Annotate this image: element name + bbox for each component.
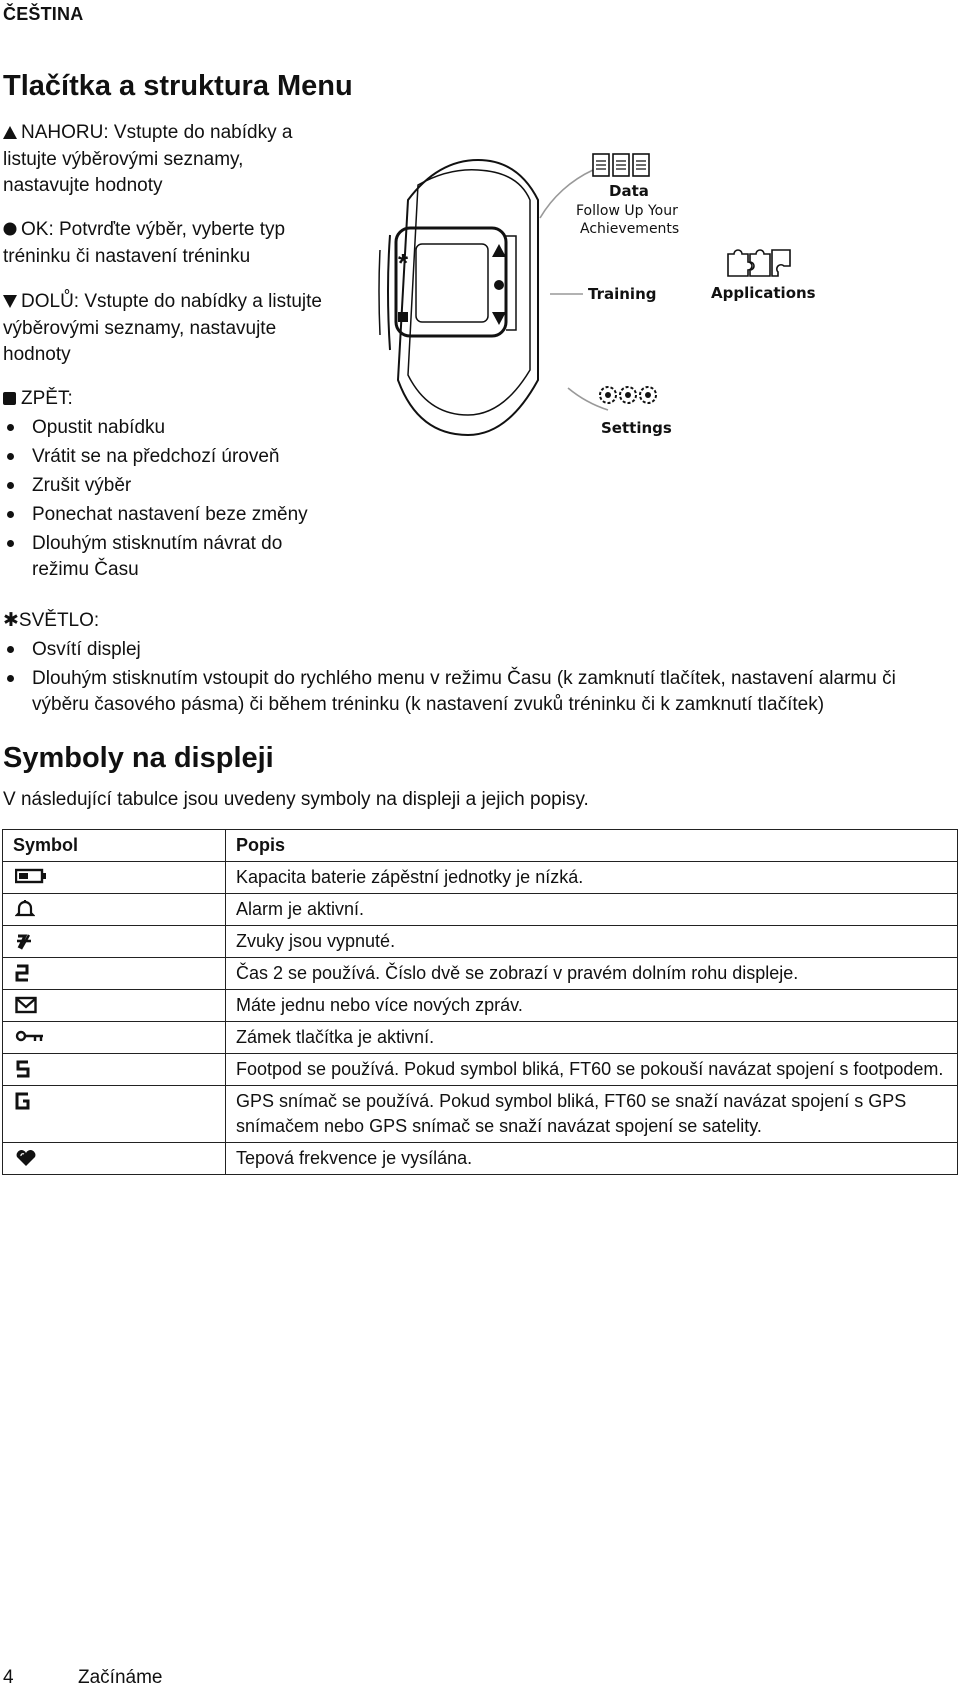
row-description: Máte jednu nebo více nových zpráv.	[226, 990, 958, 1022]
row-description: Tepová frekvence je vysílána.	[226, 1143, 958, 1175]
table-row	[3, 990, 958, 1022]
column-header-symbol: Symbol	[3, 830, 226, 862]
list-item: Dlouhým stisknutím návrat do režimu Času	[3, 531, 333, 583]
list-item: Osvítí displej	[3, 637, 948, 663]
watch-illustration	[379, 160, 538, 435]
asterisk-icon: ✱	[3, 610, 19, 631]
up-triangle-icon	[3, 121, 19, 147]
list-item: Dlouhým stisknutím vstoupit do rychlého menu v režimu Času (k zamknutí tlačítek, nastavení alarmu či výběru časového pásma) či během tréninku (k nastavení zvuků tréninku či k zamknutí tlačítek)	[3, 666, 948, 718]
section-title-display-symbols: Symboly na displeji	[3, 742, 274, 774]
column-header-description: Popis	[226, 830, 958, 862]
header-language: ČEŠTINA	[3, 4, 84, 24]
table-header-row	[3, 830, 958, 862]
light-button-label: ✱SVĚTLO:	[3, 610, 100, 631]
up-button-description	[3, 120, 333, 199]
key-icon	[15, 1028, 45, 1044]
row-description: Footpod se používá. Pokud symbol bliká, FT60 se pokouší navázat spojení s footpodem.	[226, 1054, 958, 1086]
list-item: Zrušit výběr	[3, 473, 333, 499]
gps-icon	[15, 1092, 31, 1110]
applications-puzzle-icon	[728, 250, 790, 276]
back-square-icon	[3, 387, 19, 413]
table-row	[3, 1086, 958, 1143]
table-row	[3, 894, 958, 926]
battery-icon	[15, 868, 47, 884]
section-title-buttons-menu: Tlačítka a struktura Menu	[3, 70, 353, 102]
envelope-icon	[15, 996, 37, 1014]
light-button-list	[3, 637, 948, 721]
diagram-settings-label: Settings	[601, 419, 672, 437]
diagram-data-title: Data	[609, 182, 649, 200]
row-description: Kapacita baterie zápěstní jednotky je nízká.	[226, 862, 958, 894]
footer-section-title: Začínáme	[78, 1667, 163, 1688]
row-description: GPS snímač se používá. Pokud symbol bliká, FT60 se snaží navázat spojení s GPS snímačem nebo GPS snímač se snaží navázat spojení se satelity.	[226, 1086, 958, 1143]
row-description: Zámek tlačítka je aktivní.	[226, 1022, 958, 1054]
down-triangle-icon	[3, 290, 19, 316]
watch-up-button-icon	[492, 244, 506, 257]
back-button-label: ZPĚT:	[3, 386, 73, 413]
list-item: Opustit nabídku	[3, 415, 333, 441]
table-row	[3, 926, 958, 958]
page-number: 4	[3, 1667, 14, 1688]
bell-icon	[15, 900, 35, 918]
list-item: Ponechat nastavení beze změny	[3, 502, 333, 528]
diagram-training-label: Training	[588, 285, 657, 303]
ok-dot-icon	[3, 218, 19, 244]
table-row	[3, 958, 958, 990]
ok-text: OK: Potvrďte výběr, vyberte typ tréninku či nastavení tréninku	[3, 219, 286, 267]
up-text: NAHORU: Vstupte do nabídky a listujte výběrovými seznamy, nastavujte hodnoty	[3, 122, 293, 196]
row-description: Čas 2 se používá. Číslo dvě se zobrazí v pravém dolním rohu displeje.	[226, 958, 958, 990]
watch-back-button-icon	[398, 312, 408, 322]
footpod-icon	[15, 1060, 31, 1078]
time2-icon	[15, 964, 31, 982]
sound-off-icon	[15, 932, 35, 950]
section-intro: V následující tabulce jsou uvedeny symboly na displeji a jejich popisy.	[3, 789, 589, 810]
down-text: DOLŮ: Vstupte do nabídky a listujte výběrovými seznamy, nastavujte hodnoty	[3, 291, 322, 365]
symbols-table	[2, 829, 958, 1175]
watch-ok-button-icon	[494, 280, 504, 290]
table-row	[3, 862, 958, 894]
data-documents-icon	[593, 154, 649, 176]
list-item: Vrátit se na předchozí úroveň	[3, 444, 333, 470]
diagram-data-sub1: Follow Up Your	[576, 203, 678, 219]
row-description: Zvuky jsou vypnuté.	[226, 926, 958, 958]
diagram-data-sub2: Achievements	[580, 221, 680, 237]
table-row	[3, 1054, 958, 1086]
down-button-description	[3, 289, 333, 368]
watch-light-button-icon: *	[398, 248, 409, 278]
row-description: Alarm je aktivní.	[226, 894, 958, 926]
ok-button-description	[3, 217, 333, 270]
heart-icon	[15, 1149, 37, 1167]
watch-menu-diagram	[378, 140, 818, 450]
table-row	[3, 1143, 958, 1175]
settings-gears-icon	[600, 387, 656, 403]
watch-down-button-icon	[492, 312, 506, 325]
table-row	[3, 1022, 958, 1054]
diagram-applications-label: Applications	[711, 284, 816, 302]
back-button-list	[3, 415, 333, 586]
